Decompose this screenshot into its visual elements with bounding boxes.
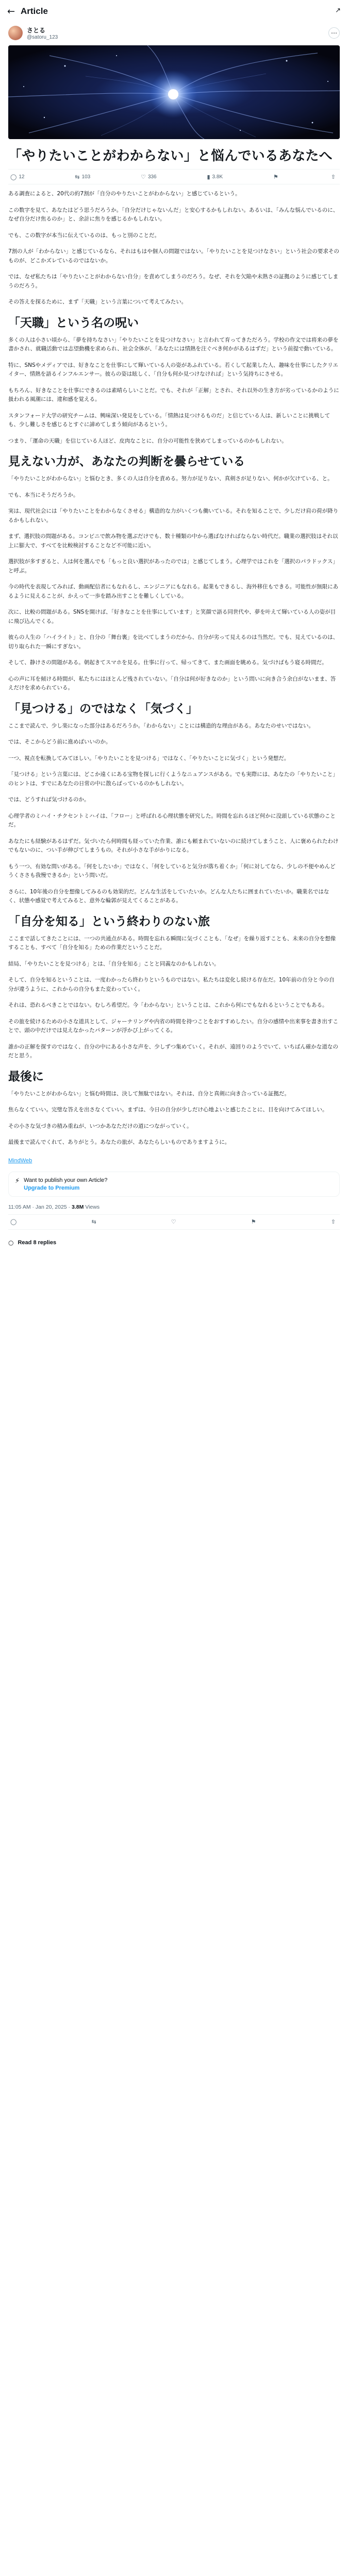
share-icon: ⇧ — [330, 174, 336, 180]
intro-paragraph: その答えを探るために、まず「天職」という言葉について考えてみたい。 — [8, 299, 187, 305]
article-link-row — [8, 1155, 340, 1164]
section-paragraph: 結局、「やりたいことを見つける」とは、「自分を知る」ことと同義なのかもしれない。 — [8, 960, 220, 967]
section-paragraph: 「やりたいことがわからない」と悩むとき、多くの人は自分を責める。努力が足りない、真剣さが足りない、何かが欠けている、と。 — [8, 476, 333, 482]
author-info — [27, 26, 58, 40]
heart-icon: ♡ — [171, 1219, 176, 1225]
expand-icon[interactable]: ↗ — [335, 7, 341, 14]
views-button[interactable]: ▮ 3.8K — [207, 174, 223, 180]
avatar[interactable] — [8, 26, 23, 40]
bookmark-icon: ⚑ — [251, 1219, 256, 1225]
section-paragraph: それは、恐れるべきことではない。むしろ希望だ。今「わからない」ということは、これから何にでもなれるということでもある。 — [8, 1002, 328, 1008]
section-paragraph: 焦らなくていい。完璧な答えを出さなくていい。まずは、今日の自分が少しだけ心地よいと感じたことに、目を向けてみてほしい。 — [8, 1107, 328, 1113]
comment-icon: ◯ — [10, 1219, 17, 1225]
bookmark-button[interactable] — [251, 1218, 258, 1225]
read-replies-label: Read 8 replies — [18, 1239, 57, 1246]
article-title: 「やりたいことがわからない」と悩んでいるあなたへ — [8, 148, 333, 163]
section-paragraph: 最後まで読んでくれて、ありがとう。あなたの旅が、あなたらしいものでありますように。 — [8, 1139, 230, 1145]
post-meta — [8, 1204, 340, 1210]
section-paragraph: 彼らの人生の「ハイライト」と、自分の「舞台裏」を比べてしまうのだから、自分が劣って見えるのは当然だ。でも、見えているのは、切り取られた一瞬にすぎない。 — [8, 634, 339, 650]
bolt-icon: ⚡ — [15, 1177, 20, 1185]
repost-icon: ⇆ — [75, 174, 80, 180]
bottom-action-bar — [8, 1214, 340, 1230]
section-paragraph: 実は、現代社会には「やりたいことをわからなくさせる」構造的な力がいくつも働いている。それを知ることで、少しだけ肩の荷が降りるかもしれない。 — [8, 508, 339, 523]
upgrade-text: Want to publish your own Article? — [24, 1177, 108, 1183]
like-button[interactable] — [171, 1218, 178, 1225]
article-link[interactable]: MindWeb — [8, 1157, 32, 1164]
section-paragraph: 「見つける」という言葉には、どこか遠くにある宝物を探しに行くようなニュアンスがある。でも実際には、あなたの「やりたいこと」のヒントは、すでにあなたの日常の中に散らばっているのかもしれない。 — [8, 771, 338, 787]
upgrade-text-block — [24, 1177, 107, 1191]
intro-paragraph: では、なぜ私たちは「やりたいことがわからない自分」を責めてしまうのだろう。なぜ、それを欠陥や未熟さの証拠のように感じてしまうのだろう。 — [8, 274, 339, 289]
section-paragraph: スタンフォード大学の研究チームは、興味深い発見をしている。「情熱は見つけるものだ」と信じている人は、新しいことに挑戦しても、少し難しさを感じるとすぐに諦めてしまう傾向があるという。 — [8, 412, 330, 428]
upgrade-card[interactable] — [8, 1172, 340, 1197]
share-icon: ⇧ — [330, 1219, 336, 1225]
section-heading: 「天職」という名の呪い — [8, 315, 139, 329]
heart-icon: ♡ — [141, 174, 146, 180]
section-paragraph: つまり、「運命の天職」を信じている人ほど、皮肉なことに、自分の可能性を狭めてしまっているのかもしれない。 — [8, 437, 287, 444]
section-paragraph: 心の声に耳を傾ける時間が、私たちにはほとんど残されていない。「自分は何が好きなのか」という問いに向き合う余白がないまま、答えだけを求められている。 — [8, 675, 336, 691]
section-heading: 見えない力が、あなたの判断を曇らせている — [8, 454, 245, 468]
section-paragraph: 特に、SNSやメディアでは、好きなことを仕事にして輝いている人の姿があふれている。若くして起業した人、趣味を仕事にしたクリエイター、情熱を語るインフルエンサー。彼らの姿は眩しく、「自分も何か見つけなければ」という気持ちにさせる。 — [8, 362, 338, 377]
author-name[interactable]: さとる — [27, 27, 46, 34]
section-paragraph: まず、選択肢の問題がある。コンビニで飲み物を選ぶだけでも、数十種類の中から選ばなければならない時代だ。職業の選択肢はそれ以上に膨大で、すべてを比較検討することなど不可能に近い。 — [8, 533, 338, 549]
article-body — [0, 146, 348, 1250]
arrow-left-icon[interactable]: ← — [7, 6, 15, 17]
section-paragraph: そして、静けさの問題がある。朝起きてスマホを見る。仕事に行って、帰ってきて、また画面を眺める。気づけばもう寝る時間だ。 — [8, 659, 327, 666]
post-views-label: Views — [85, 1204, 100, 1210]
repost-icon: ⇆ — [91, 1219, 96, 1225]
section-paragraph: 次に、比較の問題がある。SNSを開けば、「好きなことを仕事にしています」と笑顔で語る同世代や、夢を叶えて輝いている人の姿が目に飛び込んでくる。 — [8, 609, 336, 624]
section-heading: 「自分を知る」という終わりのない旅 — [8, 914, 210, 928]
share-button[interactable] — [331, 174, 338, 180]
intro-paragraph: この数字を見て、あなたはどう思うだろうか。「自分だけじゃないんだ」と安心するかもしれない。あるいは、「みんな悩んでいるのに、なぜ自分だけ焦るのか」と、余計に焦りを感じるかもしれない。 — [8, 207, 339, 222]
section-paragraph: 今の時代を表現してみれば、動画配信者にもなれるし、エンジニアにもなれる。起業もできるし、海外移住もできる。可能性が無限にあるように見えることが、かえって一歩を踏み出すことを難しくしている。 — [8, 584, 339, 599]
bookmark-icon: ⚑ — [273, 174, 278, 180]
section-heading: 最後に — [8, 1069, 44, 1083]
section-paragraph: 選択肢が多すぎると、人は何を選んでも「もっと良い選択があったのでは」と感じてしまう。心理学ではこれを「選択のパラドックス」と呼ぶ。 — [8, 558, 338, 574]
repost-button[interactable] — [91, 1218, 98, 1225]
read-replies-button[interactable] — [8, 1235, 340, 1250]
bookmark-button[interactable] — [273, 174, 280, 180]
section-paragraph: 「やりたいことがわからない」と悩む時間は、決して無駄ではない。それは、自分と真剣に向き合っている証拠だ。 — [8, 1090, 290, 1097]
section-heading: 「見つける」のではなく「気づく」 — [8, 701, 198, 715]
hero-illustration — [8, 45, 340, 139]
section-paragraph: もう一つ、有効な問いがある。「何をしたいか」ではなく、「何をしていると気分が落ち着くか」「何に対してなら、少しの不便やめんどうくささも我慢できるか」という問いだ。 — [8, 863, 336, 878]
replies-icon: ○ — [8, 1239, 14, 1246]
section-paragraph: では、そこからどう前に進めばいいのか。 — [8, 739, 111, 745]
more-options-button[interactable]: ⋯ — [328, 27, 340, 39]
section-paragraph: もちろん、好きなことを仕事にできるのは素晴らしいことだ。でも、それが「正解」とされ、それ以外の生き方が劣っているかのように扱われる風潮には、違和感を覚える。 — [8, 387, 339, 402]
comment-button[interactable]: ◯ 12 — [10, 174, 25, 180]
author-handle[interactable]: @satoru_123 — [27, 35, 58, 40]
comment-button[interactable] — [10, 1218, 19, 1225]
section-paragraph: そして、自分を知るということは、一度わかったら終わりというものではない。私たちは変化し続ける存在だ。10年前の自分と今の自分が違うように、これからの自分もまた変わっていく。 — [8, 977, 335, 992]
post-views-value: 3.8M — [71, 1204, 84, 1210]
section-paragraph: あなたにも経験があるはずだ。気づいたら何時間も経っていた作業、誰にも頼まれていないのに続けてしまうこと、人に褒められたわけでもないのに、つい手が伸びてしまうもの。それが小さな手がかりになる。 — [8, 838, 339, 853]
section-paragraph: では、どうすれば気づけるのか。 — [8, 796, 90, 803]
share-button[interactable] — [331, 1218, 338, 1225]
section-paragraph: ここまで読んで、少し楽になった部分はあるだろうか。「わからない」ことには構造的な理由がある。あなたのせいではない。 — [8, 722, 314, 729]
author-row — [0, 23, 348, 44]
comment-icon: ◯ — [10, 174, 17, 180]
section-paragraph: でも、本当にそうだろうか。 — [8, 492, 79, 498]
repost-button[interactable]: ⇆ 103 — [75, 174, 91, 180]
section-paragraph: 心理学者のミハイ・チクセントミハイは、「フロー」と呼ばれる心理状態を研究した。時間を忘れるほど何かに没頭している状態のことだ。 — [8, 812, 336, 828]
section-paragraph: ここまで話してきたことには、一つの共通点がある。時間を忘れる瞬間に気づくことも、「なぜ」を繰り返すことも、未来の自分を想像することも、すべて「自分を知る」ための作業だということだ。 — [8, 935, 336, 951]
page-title: Article — [21, 6, 48, 16]
section-paragraph: 一つ、視点を転換してみてほしい。「やりたいことを見つける」ではなく、「やりたいことに気づく」という発想だ。 — [8, 755, 290, 761]
intro-paragraph: ある調査によると、20代の約7割が「自分のやりたいことがわからない」と感じているという。 — [8, 191, 241, 197]
section-paragraph: 誰かの正解を探すのではなく、自分の中にある小さな声を、少しずつ集めていく。それが、遠回りのようでいて、いちばん確かな道なのだと思う。 — [8, 1043, 338, 1059]
hero-image — [8, 45, 340, 139]
section-paragraph: さらに、10年後の自分を想像してみるのも効果的だ。どんな生活をしていたいか。どんな人たちに囲まれていたいか。職業名ではなく、状態や感覚で考えてみると、意外な輪郭が見えてくることがある。 — [8, 888, 329, 904]
like-button[interactable]: ♡ 336 — [141, 174, 157, 180]
intro-paragraph: でも、この数字が本当に伝えているのは、もっと別のことだ。 — [8, 232, 160, 239]
post-time: 11:05 AM · Jan 20, 2025 · — [8, 1204, 71, 1210]
upgrade-link[interactable]: Upgrade to Premium — [24, 1184, 80, 1191]
section-paragraph: 多くの人は小さい頃から、「夢を持ちなさい」「やりたいことを見つけなさい」と言われて育ってきただろう。学校の作文では将来の夢を書かされ、就職活動では志望動機を求められ、社会全体が、「あなたには情熱を注ぐべき何かがあるはずだ」という前提で動いている。 — [8, 336, 339, 352]
action-bar — [8, 169, 340, 184]
section-paragraph: その小さな気づきの積み重ねが、いつかあなただけの道につながっていく。 — [8, 1123, 192, 1129]
chart-icon: ▮ — [207, 174, 210, 180]
section-paragraph: その旅を続けるための小さな道具として、ジャーナリングや内省の時間を持つことをおすすめしたい。自分の感情や出来事を書き出すことで、頭の中だけでは見えなかったパターンが浮かび上がってくる。 — [8, 1018, 338, 1033]
top-bar — [0, 0, 348, 23]
intro-paragraph: 7割の人が「わからない」と感じているなら、それはもはや個人の問題ではない。「やりたいことを見つけなさい」という社会の要求そのものが、どこかズレているのではないか。 — [8, 248, 339, 264]
